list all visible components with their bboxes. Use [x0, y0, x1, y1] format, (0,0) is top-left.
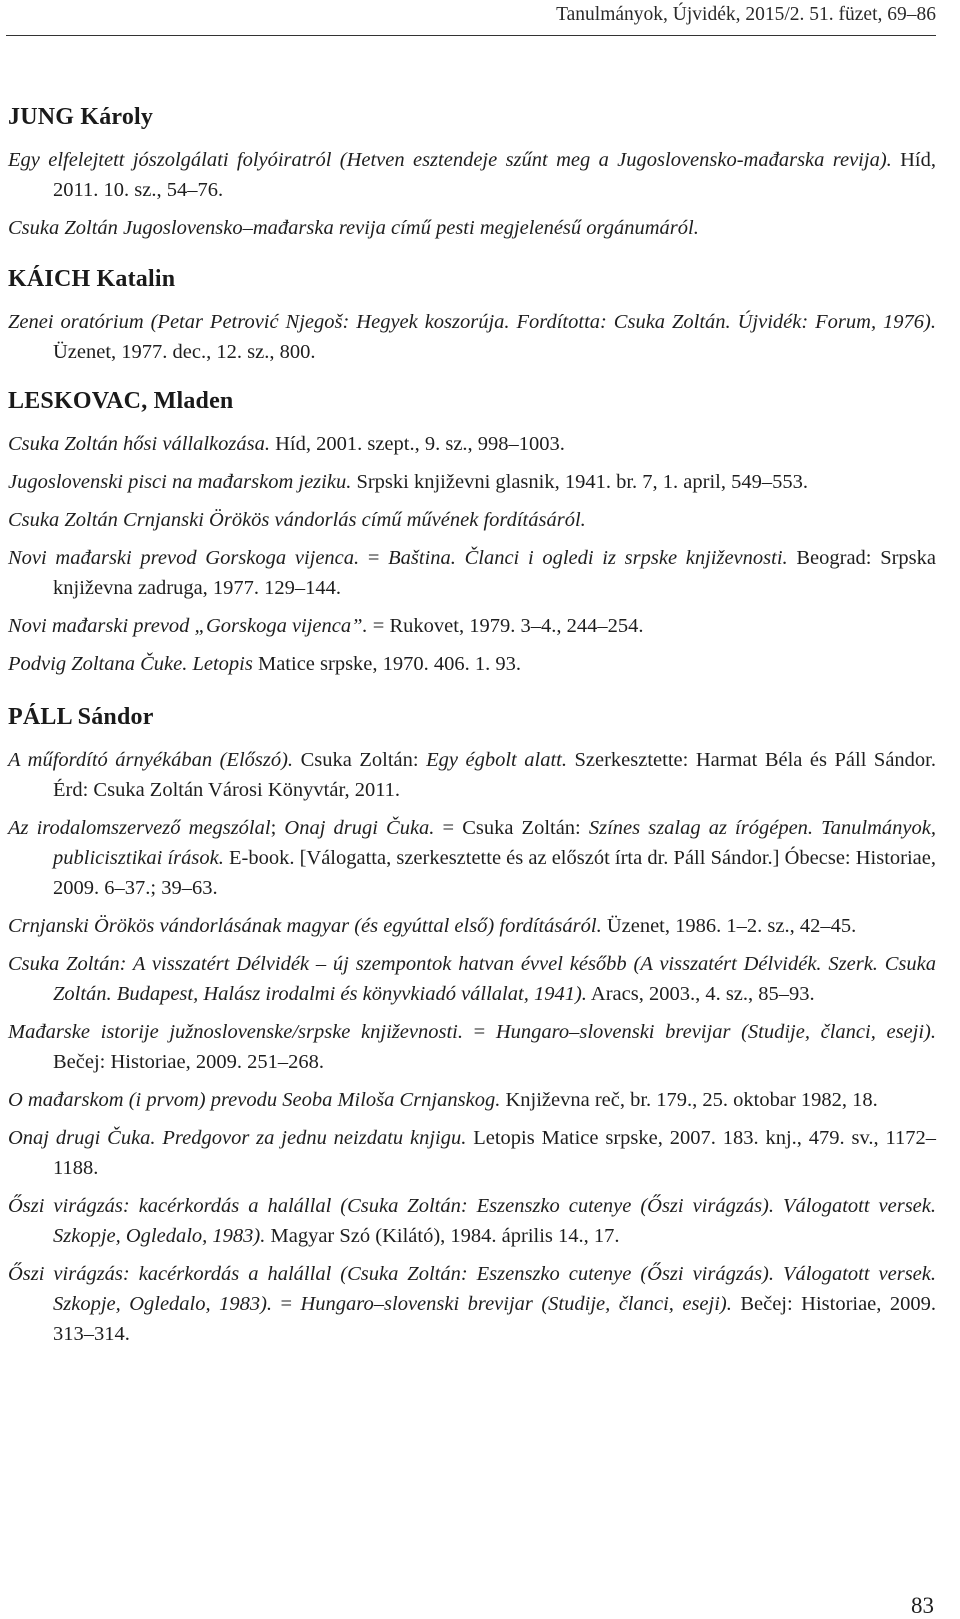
author-heading: JUNG Károly: [8, 104, 154, 130]
bibliography-body: [8, 101, 936, 1349]
author-heading: KÁICH Katalin: [8, 266, 176, 292]
bibliography-entry: [8, 1259, 936, 1349]
entry-text-segment: =: [272, 1293, 301, 1315]
bibliography-entry: [8, 145, 936, 205]
bibliography-entry: [8, 505, 936, 535]
entry-text-segment: = Csuka Zoltán:: [434, 817, 589, 839]
bibliography-entry: [8, 813, 936, 903]
header-rule: [6, 35, 936, 36]
entry-title-segment: Onaj drugi Čuka. Predgovor za jednu neizdatu knjigu.: [8, 1127, 467, 1149]
entry-title-segment: Csuka Zoltán: A visszatért Délvidék ‒ új szempontok hatvan évvel később (A visszatért Délvidék. Szerk. Csuka Zoltán. Budapest, Halász irodalmi és könyvkiadó vállalat, 1941).: [8, 953, 936, 1005]
entry-title-segment: Csuka Zoltán hősi vállalkozása.: [8, 433, 270, 455]
entry-text-segment: Beograd: Srpska književna zadruga, 1977. 129‒144.: [53, 547, 937, 599]
bibliography-entry: [8, 1123, 936, 1183]
entry-text-segment: Letopis Matice srpske, 2007. 183. knj., 479. sv., 1172‒1188.: [53, 1127, 936, 1179]
entry-title-segment: Egy elfelejtett jószolgálati folyóiratról (Hetven esztendeje szűnt meg a Jugoslovensko-mađarska revija).: [8, 149, 892, 171]
entry-title-segment: Jugoslovenski pisci na mađarskom jeziku.: [8, 471, 352, 493]
author-section: [8, 701, 936, 1349]
entry-text-segment: Književna reč, br. 179., 25. oktobar 1982, 18.: [500, 1089, 878, 1111]
entry-text-segment: Híd, 2011. 10. sz., 54‒76.: [53, 149, 937, 201]
entry-text-segment: Magyar Szó (Kilátó), 1984. április 14., 17.: [265, 1225, 620, 1247]
entry-text-segment: Aracs, 2003., 4. sz., 85‒93.: [586, 983, 815, 1005]
entry-text-segment: Bečej: Historiae, 2009. 313‒314.: [53, 1293, 936, 1345]
entry-title-segment: Csuka Zoltán Jugoslovensko–mađarska revija című pesti megjelenésű orgánumáról.: [8, 217, 699, 239]
author-section: [8, 263, 936, 367]
bibliography-entry: [8, 213, 936, 243]
entry-title-segment: Zenei oratórium (Petar Petrović Njegoš: Hegyek koszorúja. Fordította: Csuka Zoltán. Újvidék: Forum, 1976).: [8, 311, 936, 333]
entry-text-segment: Üzenet, 1986. 1‒2. sz., 42‒45.: [601, 915, 857, 937]
entry-title-segment: Novi mađarski prevod Gorskoga vijenca.: [8, 547, 360, 569]
entry-title-segment: Őszi virágzás: kacérkordás a halállal (Csuka Zoltán: Eszenszko cutenye (Őszi virágzás). Válogatott versek. Szkopje, Ogledalo, 1983).: [8, 1263, 936, 1315]
entry-text-segment: Híd, 2001. szept., 9. sz., 998–1003.: [269, 433, 565, 455]
entry-text-segment: E-book. [Válogatta, szerkesztette és az előszót írta dr. Páll Sándor.] Óbecse: Historiae, 2009. 6‒37.; 39‒63.: [53, 847, 937, 899]
entry-title-segment: Novi mađarski prevod „Gorskoga vijenca”.: [8, 615, 368, 637]
entry-title-segment: Mađarske istorije južnoslovenske/srpske književnosti.: [8, 1021, 463, 1043]
bibliography-entry: [8, 949, 936, 1009]
entry-text-segment: Matice srpske, 1970. 406. 1. 93.: [252, 653, 522, 675]
bibliography-entry: [8, 307, 936, 367]
entry-title-segment: Csuka Zoltán Crnjanski Örökös vándorlás című művének fordításáról.: [8, 509, 586, 531]
entry-text-segment: =: [462, 1021, 496, 1043]
author-heading: LESKOVAC, Mladen: [8, 388, 234, 414]
page-number: 83: [911, 1593, 934, 1618]
bibliography-entry: [8, 467, 936, 497]
entry-title-segment: Az irodalomszervező megszólal: [8, 817, 271, 839]
entry-title-segment: A műfordító árnyékában (Előszó).: [8, 749, 294, 771]
bibliography-entry: [8, 1085, 936, 1115]
bibliography-entry: [8, 1191, 936, 1251]
bibliography-entry: [8, 1017, 936, 1077]
entry-text-segment: Üzenet, 1977. dec., 12. sz., 800.: [53, 341, 316, 363]
entry-text-segment: Csuka Zoltán:: [293, 749, 427, 771]
entry-title-segment: Őszi virágzás: kacérkordás a halállal (Csuka Zoltán: Eszenszko cutenye (Őszi virágzás). Válogatott versek. Szkopje, Ogledalo, 1983).: [8, 1195, 936, 1247]
bibliography-entry: [8, 429, 936, 459]
entry-title-segment: Hungaro‒slovenski brevijar (Studije, članci, eseji).: [495, 1021, 936, 1043]
entry-text-segment: = Rukovet, 1979. 3‒4., 244‒254.: [367, 615, 644, 637]
author-section: [8, 101, 936, 243]
entry-text-segment: Bečej: Historiae, 2009. 251‒268.: [53, 1051, 325, 1073]
bibliography-entry: [8, 611, 936, 641]
entry-text-segment: Srpski književni glasnik, 1941. br. 7, 1. april, 549–553.: [351, 471, 808, 493]
bibliography-entry: [8, 911, 936, 941]
entry-title-segment: Crnjanski Örökös vándorlásának magyar (és egyúttal első) fordításáról.: [8, 915, 602, 937]
entry-title-segment: O mađarskom (i prvom) prevodu Seoba Miloša Crnjanskog.: [8, 1089, 501, 1111]
author-heading: PÁLL Sándor: [8, 704, 154, 730]
entry-text-segment: =: [359, 547, 389, 569]
entry-title-segment: Podvig Zoltana Čuke. Letopis: [8, 653, 253, 675]
entry-title-segment: Onaj drugi Čuka.: [284, 817, 435, 839]
entry-title-segment: Színes szalag az írógépen. Tanulmányok, publicisztikai írások.: [53, 817, 936, 869]
entry-text-segment: Szerkesztette: Harmat Béla és Páll Sándor. Érd: Csuka Zoltán Városi Könyvtár, 2011.: [53, 749, 937, 801]
entry-title-segment: Baština. Članci i ogledi iz srpske književnosti.: [388, 547, 788, 569]
author-section: [8, 385, 936, 679]
entry-text-segment: ;: [270, 817, 285, 839]
entry-title-segment: Egy égbolt alatt.: [426, 749, 567, 771]
bibliography-entry: [8, 543, 936, 603]
bibliography-entry: [8, 745, 936, 805]
running-header: Tanulmányok, Újvidék, 2015/2. 51. füzet, 69–86: [556, 4, 936, 25]
entry-title-segment: Hungaro‒slovenski brevijar (Studije, članci, eseji).: [300, 1293, 732, 1315]
bibliography-entry: [8, 649, 936, 679]
